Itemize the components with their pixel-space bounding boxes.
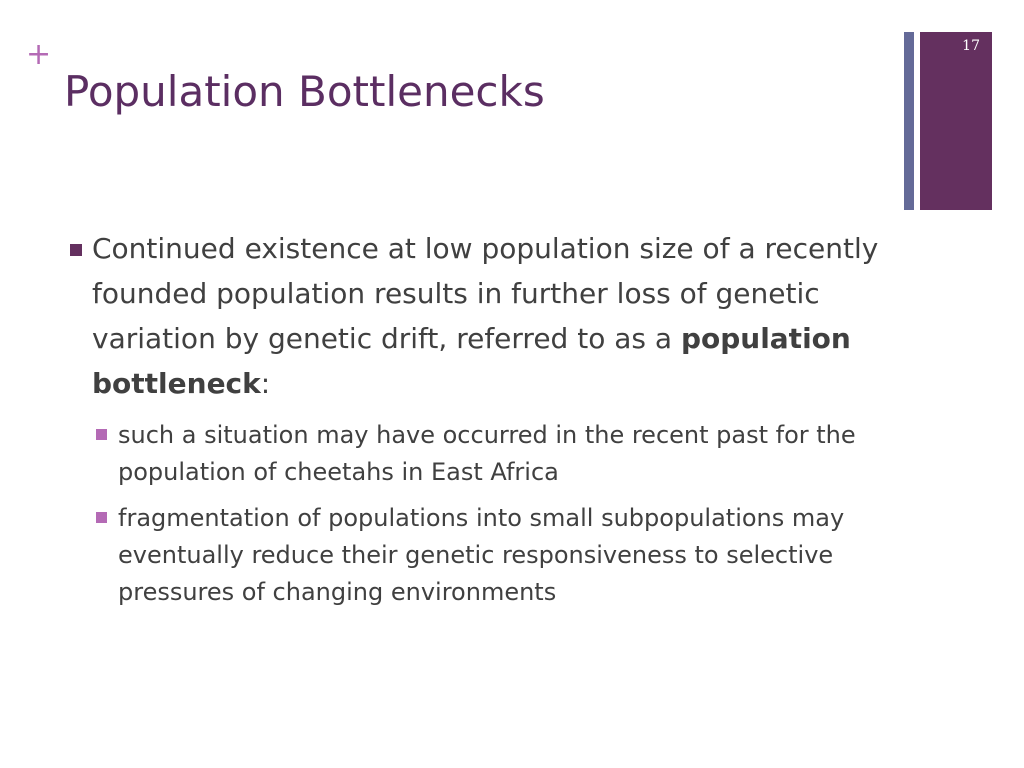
- sub-bullet-text: fragmentation of populations into small subpopulations may eventually reduce their genetic responsiveness to selective pressures of changing environments: [118, 504, 845, 606]
- sub-bullet: [94, 500, 894, 611]
- sub-bullet-text: such a situation may have occurred in the recent past for the population of cheetahs in East Africa: [118, 421, 856, 486]
- main-bullet-emphasis: population bottleneck: [92, 322, 851, 400]
- square-bullet-icon: [96, 512, 107, 523]
- slide-number: 17: [962, 38, 980, 54]
- main-bullet-text-before: Continued existence at low population size of a recently founded population results in further loss of genetic variation by genetic drift, referred to as a: [92, 232, 879, 355]
- square-bullet-icon: [70, 244, 82, 256]
- square-bullet-icon: [96, 429, 107, 440]
- main-bullet-text-after: :: [260, 367, 271, 400]
- main-bullet-text: [92, 226, 896, 406]
- sub-bullet: [94, 417, 894, 491]
- accent-bar-thin: [904, 32, 914, 210]
- slide-title: Population Bottlenecks: [64, 67, 545, 116]
- accent-bar: [920, 32, 992, 210]
- main-bullet: [66, 226, 896, 406]
- plus-decoration: +: [26, 37, 52, 72]
